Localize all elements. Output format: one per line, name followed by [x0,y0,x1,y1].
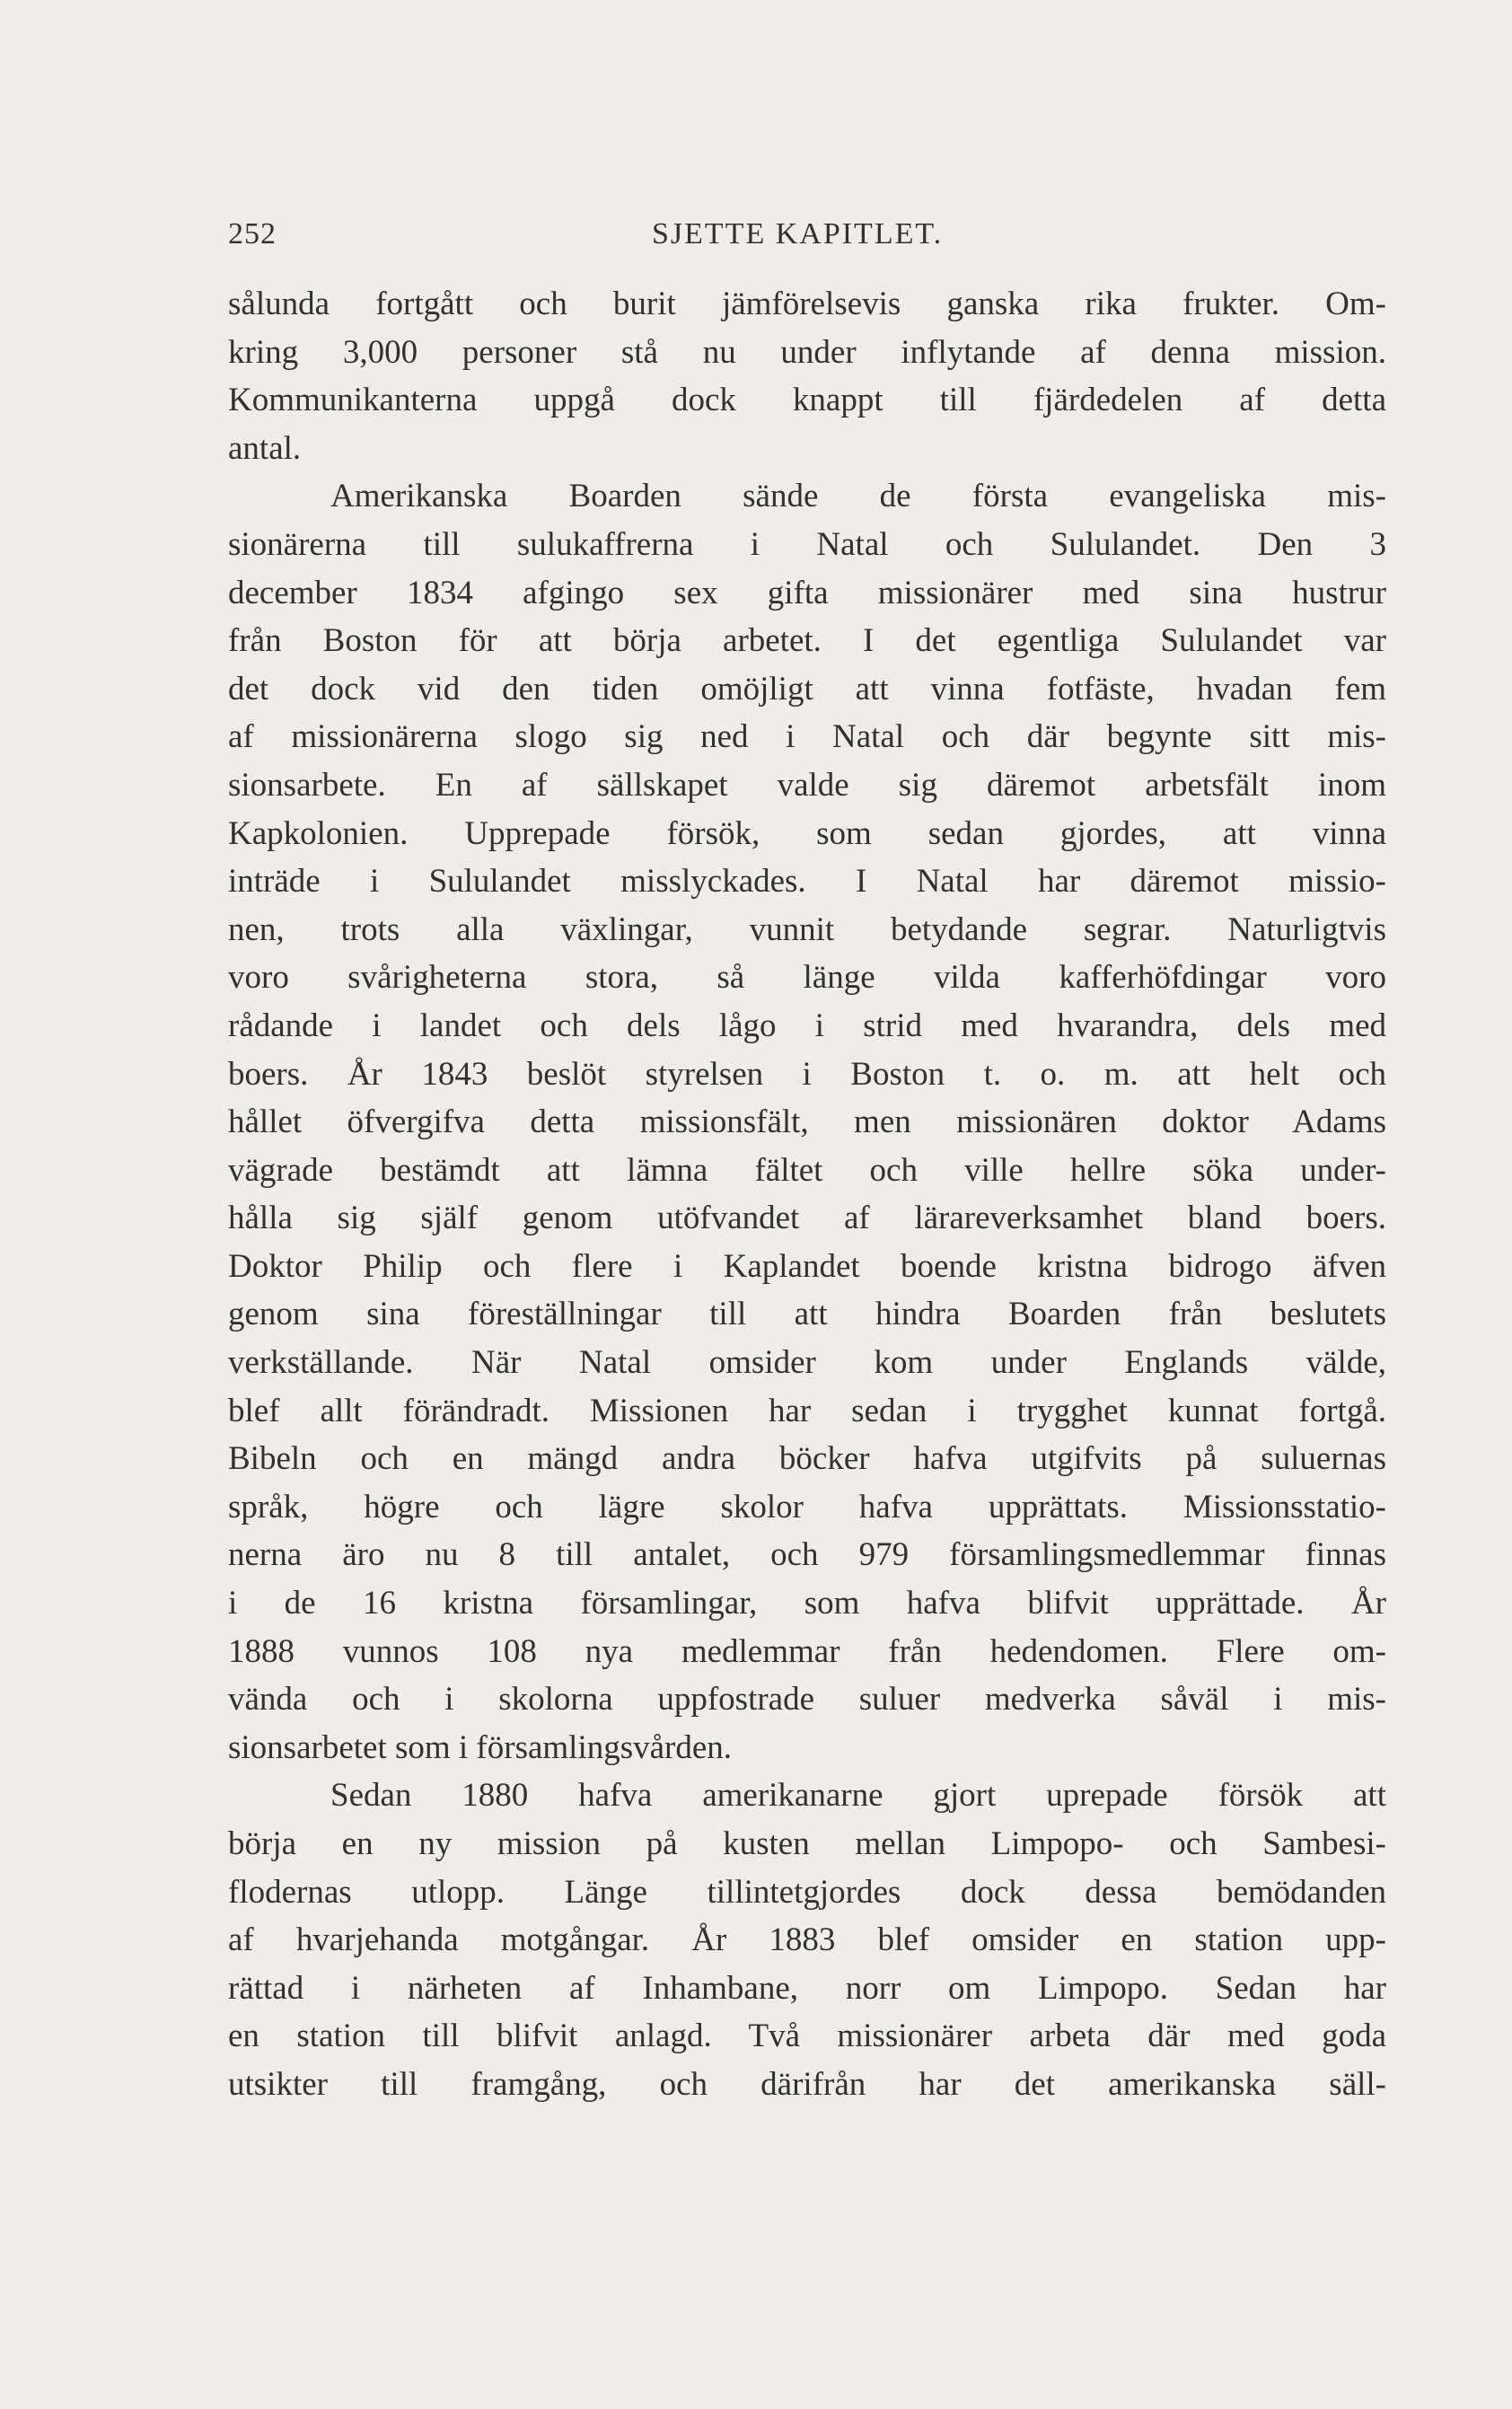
text-line: Bibeln och en mängd andra böcker hafva utgifvits på suluernas [228,1440,1386,1478]
text-line: 1888 vunnos 108 nya medlemmar från hedendomen. Flere om- [228,1632,1386,1670]
body-text [228,280,1386,2109]
text-line: Kommunikanterna uppgå dock knappt till fjärdedelen af detta [228,382,1386,419]
page-number: 252 [228,217,277,251]
text-line: blef allt förändradt. Missionen har sedan i trygghet kunnat fortgå. [228,1392,1386,1429]
text-line: boers. År 1843 beslöt styrelsen i Boston t. o. m. att helt och [228,1055,1386,1093]
text-line: i de 16 kristna församlingar, som hafva blifvit upprättade. År [228,1585,1386,1622]
text-line: börja en ny mission på kusten mellan Limpopo- och Sambesi- [228,1825,1386,1862]
text-line: Amerikanska Boarden sände de första evangeliska mis- [330,478,1386,515]
text-line: vända och i skolorna uppfostrade suluer medverka såväl i mis- [228,1681,1386,1719]
text-line: Doktor Philip och flere i Kaplandet boende kristna bidrogo äfven [228,1247,1386,1285]
text-line: december 1834 afgingo sex gifta missionärer med sina hustrur [228,574,1386,611]
text-line: antal. [228,429,302,467]
text-line: genom sina föreställningar till att hindra Boarden från beslutets [228,1296,1386,1333]
text-line: inträde i Sululandet misslyckades. I Natal har däremot missio- [228,863,1386,901]
text-line: verkställande. När Natal omsider kom under Englands välde, [228,1344,1386,1382]
text-line: en station till blifvit anlagd. Två missionärer arbeta där med goda [228,2018,1386,2055]
text-line: voro svårigheterna stora, så länge vilda kafferhöfdingar voro [228,959,1386,997]
text-line: det dock vid den tiden omöjligt att vinna fotfäste, hvadan fem [228,670,1386,708]
text-line: kring 3,000 personer stå nu under inflytande af denna mission. [228,333,1386,371]
text-line: rådande i landet och dels lågo i strid med hvarandra, dels med [228,1007,1386,1044]
text-line: af missionärerna slogo sig ned i Natal och där begynte sitt mis- [228,718,1386,756]
text-line: vägrade bestämdt att lämna fältet och ville hellre söka under- [228,1151,1386,1189]
text-line: från Boston för att börja arbetet. I det egentliga Sululandet var [228,622,1386,660]
running-head [228,217,1386,260]
text-line: flodernas utlopp. Länge tillintetgjordes dock dessa bemödanden [228,1873,1386,1911]
text-line: Sedan 1880 hafva amerikanarne gjort uprepade försök att [330,1777,1386,1815]
text-line: af hvarjehanda motgångar. År 1883 blef omsider en station upp- [228,1921,1386,1959]
text-line: utsikter till framgång, och därifrån har det amerikanska säll- [228,2065,1386,2103]
text-line: språk, högre och lägre skolor hafva upprättats. Missionsstatio- [228,1488,1386,1525]
text-line: sionsarbete. En af sällskapet valde sig däremot arbetsfält inom [228,766,1386,804]
text-line: sionärerna till sulukaffrerna i Natal och Sululandet. Den 3 [228,525,1386,563]
text-line: hållet öfvergifva detta missionsfält, men missionären doktor Adams [228,1103,1386,1141]
chapter-title: SJETTE KAPITLET. [652,217,944,251]
text-line: Kapkolonien. Upprepade försök, som sedan gjordes, att vinna [228,814,1386,852]
text-line: sålunda fortgått och burit jämförelsevis ganska rika frukter. Om- [228,286,1386,322]
text-line: nen, trots alla växlingar, vunnit betydande segrar. Naturligtvis [228,910,1386,948]
text-line: rättad i närheten af Inhambane, norr om Limpopo. Sedan har [228,1969,1386,2007]
text-line: sionsarbetet som i församlingsvården. [228,1728,733,1766]
text-line: hålla sig själf genom utöfvandet af lärareverksamhet bland boers. [228,1200,1386,1237]
text-line: nerna äro nu 8 till antalet, och 979 församlingsmedlemmar finnas [228,1536,1386,1574]
